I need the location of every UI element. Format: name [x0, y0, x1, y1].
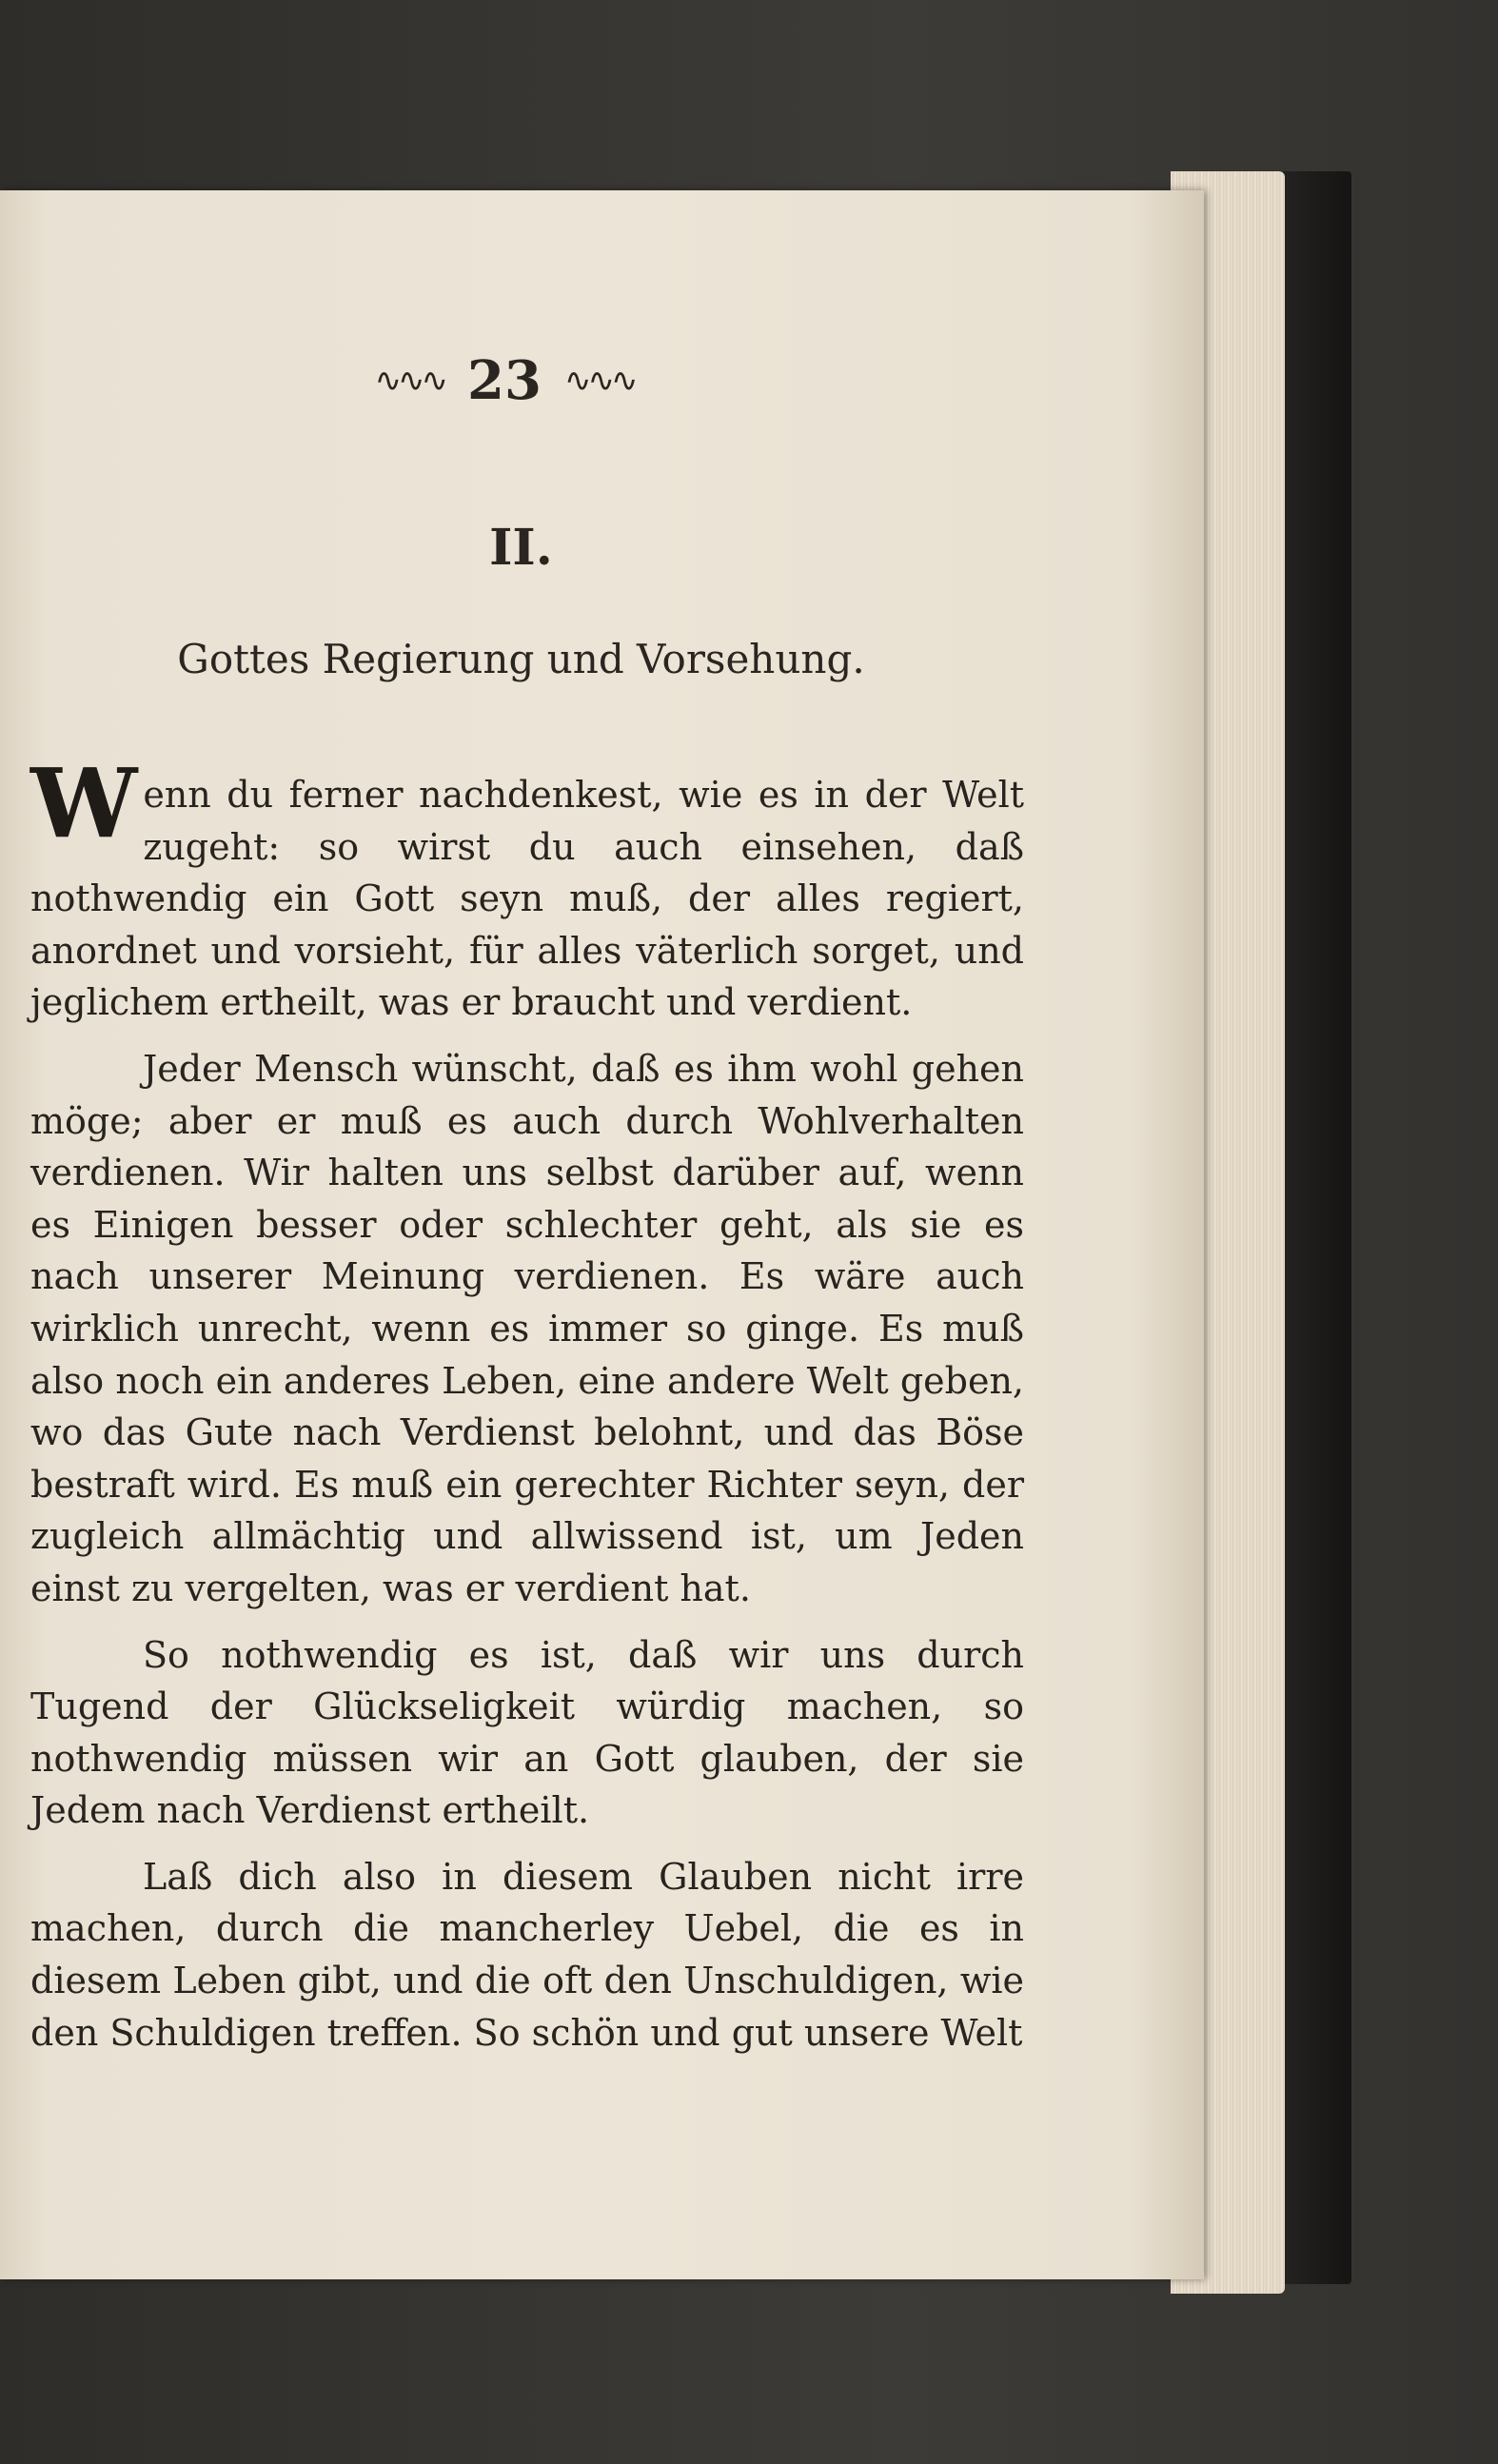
ornament-right: ∿∿∿	[563, 362, 635, 400]
page-header	[343, 343, 666, 419]
paragraph-4: Laß dich also in diesem Glauben nicht irre machen, durch die mancherley Uebel, die es in diesem Leben gibt, und die oft den Unschuldigen, wie den Schuldigen treffen. So schön und gut unsere Welt	[30, 1855, 1024, 2054]
body-text	[30, 747, 1024, 2073]
chapter-numeral: II.	[489, 519, 553, 577]
paragraph-1	[30, 747, 1024, 1029]
paragraph-1-text: enn du ferner nachdenkest, wie es in der Welt zugeht: so wirst du auch einsehen, daß nothwendig ein Gott seyn muß, der alles regiert, anordnet und vorsieht, für alles väterlich sorget, und jeglichem ertheilt, was er braucht und verdient.	[30, 774, 1024, 1024]
chapter-title: Gottes Regierung und Vorsehung.	[177, 636, 865, 682]
paragraph-2: Jeder Mensch wünscht, daß es ihm wohl gehen möge; aber er muß es auch durch Wohlverhalten verdienen. Wir halten uns selbst darüber auf, wenn es Einigen besser oder schlechter geht, als sie es nach unserer Meinung verdienen. Es wäre auch wirklich unrecht, wenn es immer so ginge. Es muß also noch ein anderes Leben, eine andere Welt geben, wo das Gute nach Verdienst belohnt, und das Böse bestraft wird. Es muß ein gerechter Richter seyn, der zugleich allmächtig und allwissend ist, um Jeden einst zu vergelten, was er verdient hat.	[30, 1047, 1024, 1609]
page-number: 23	[467, 349, 542, 412]
paragraph-3: So nothwendig es ist, daß wir uns durch Tugend der Glückseligkeit würdig machen, so nothwendig müssen wir an Gott glauben, der sie Jedem nach Verdienst ertheilt.	[30, 1633, 1024, 1832]
drop-cap: W	[30, 747, 138, 859]
ornament-left: ∿∿∿	[374, 362, 445, 400]
